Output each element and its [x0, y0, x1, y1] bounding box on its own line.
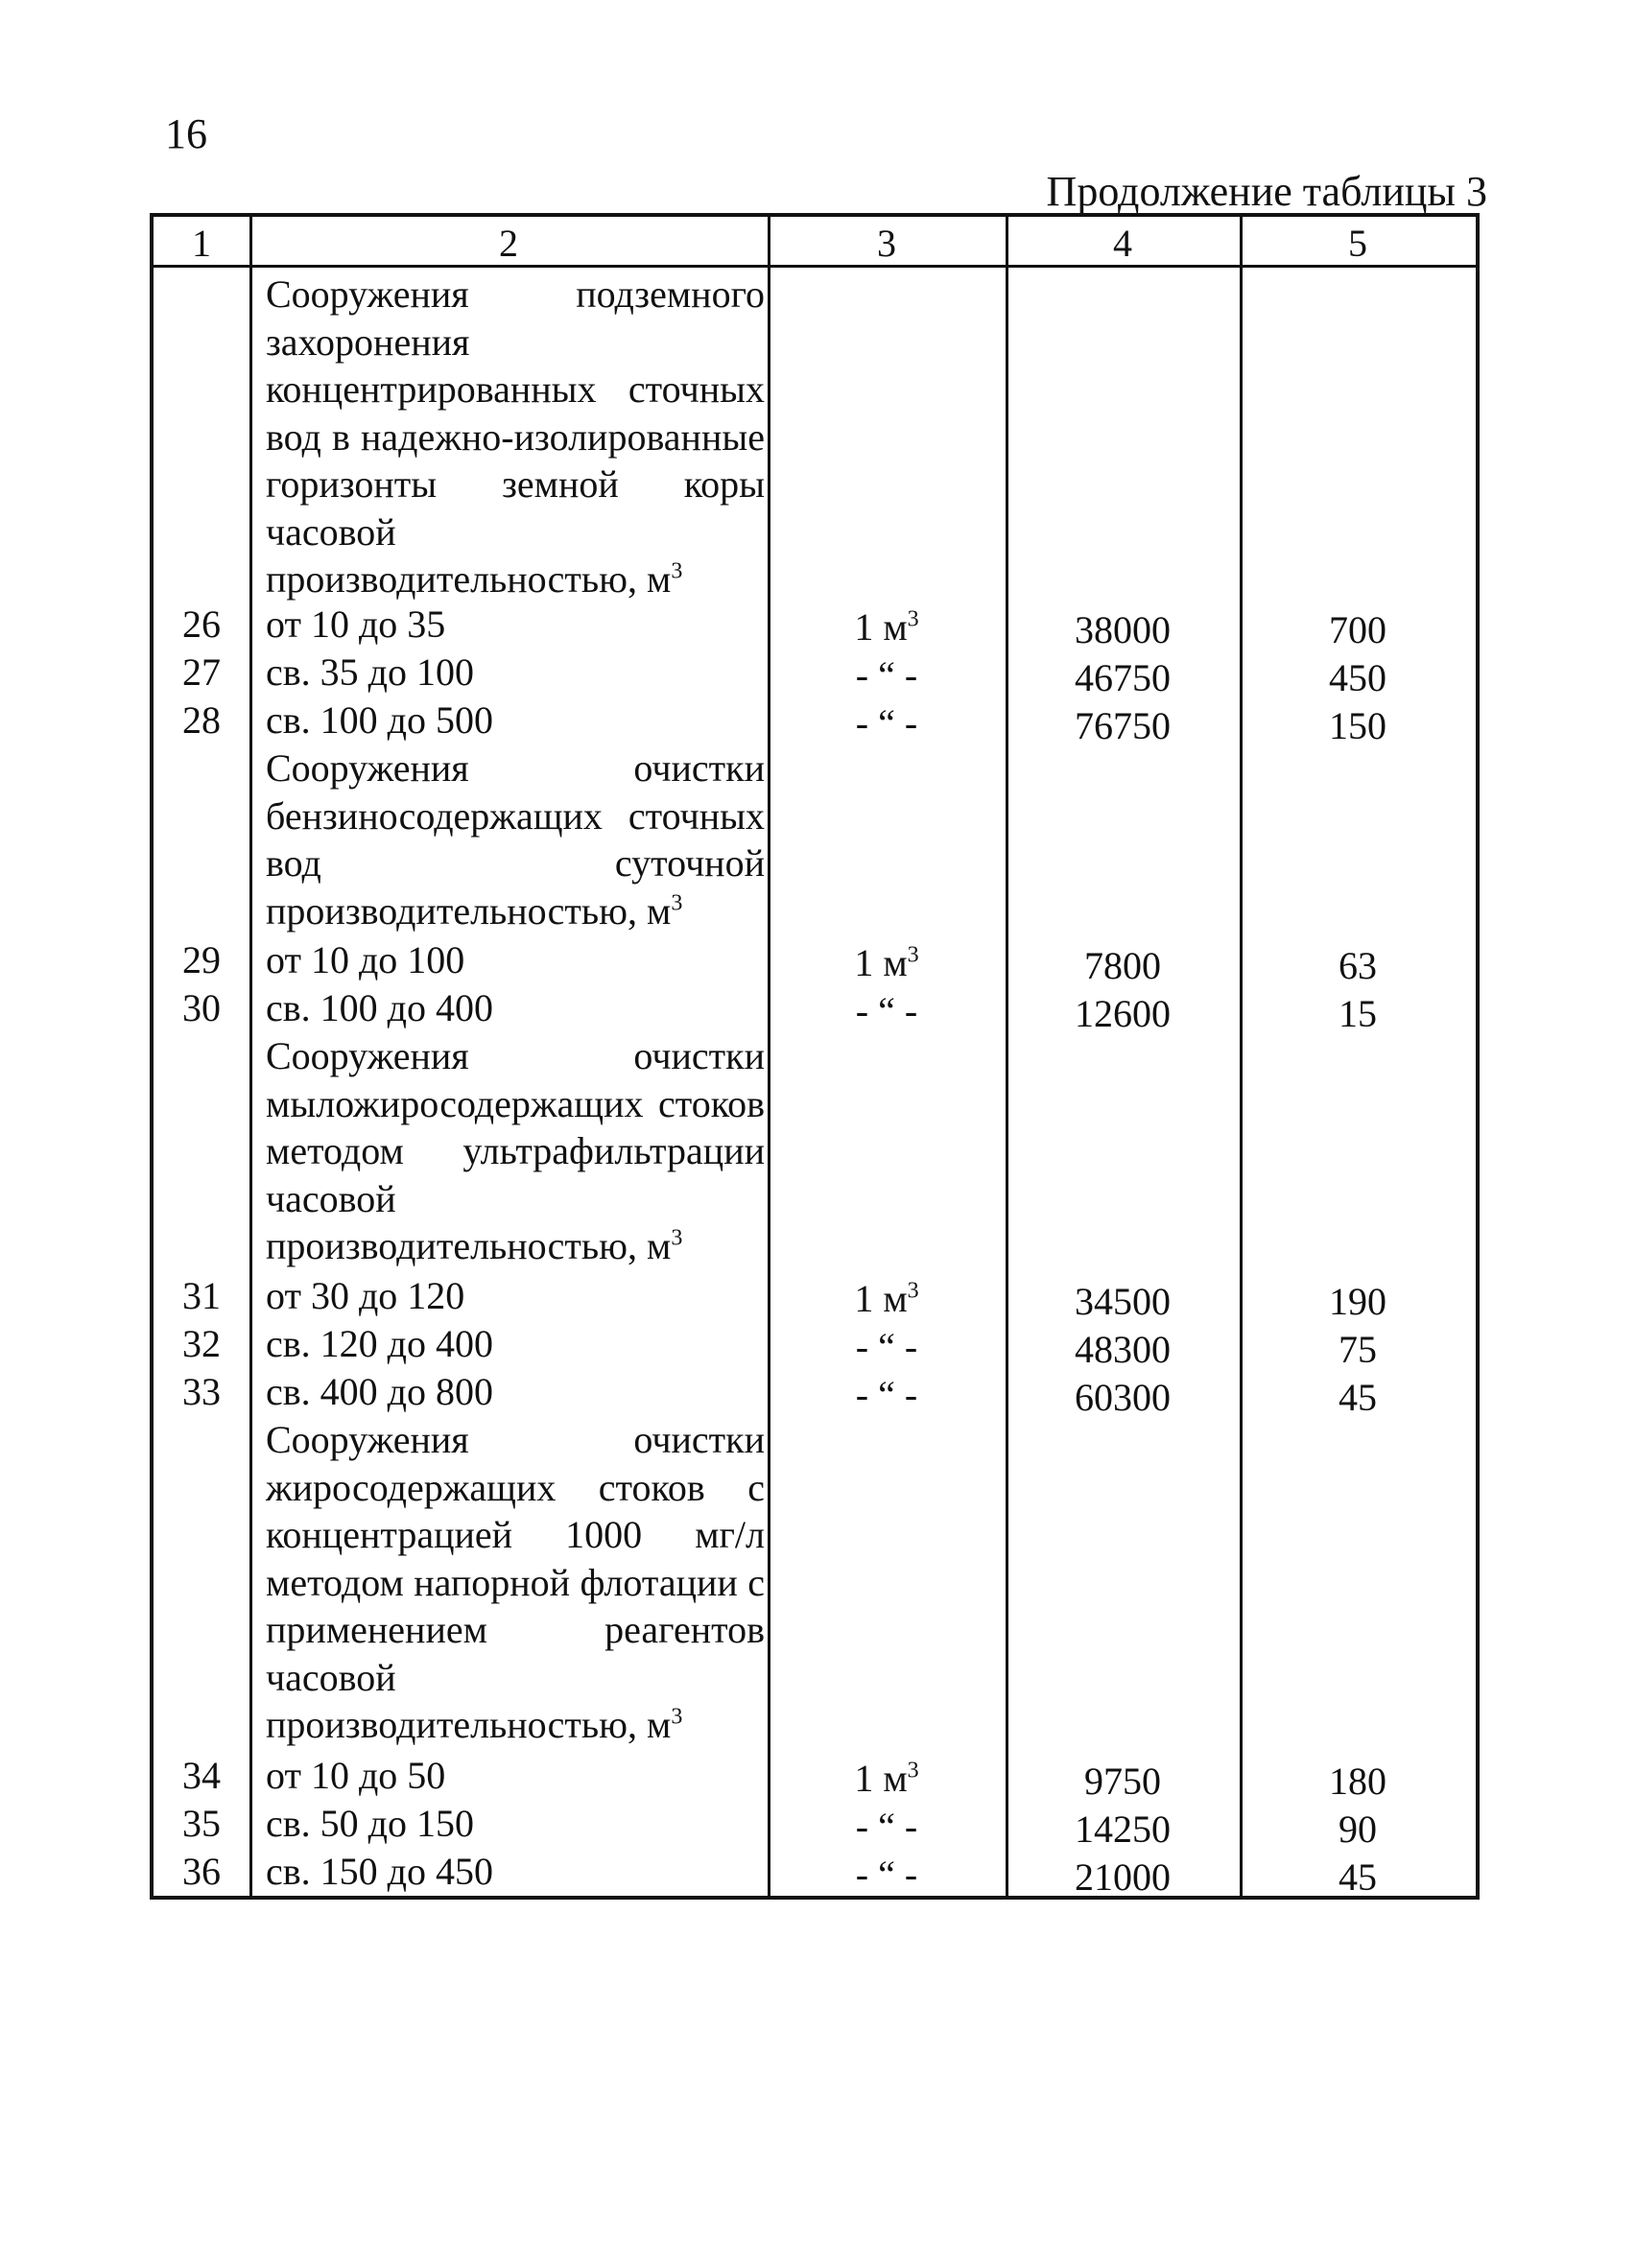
- row-name: св. 100 до 500: [266, 698, 493, 742]
- row-value-col4: 14250: [1075, 1807, 1171, 1851]
- row-value-col4: 60300: [1075, 1376, 1171, 1419]
- row-name: от 10 до 50: [266, 1754, 446, 1797]
- row-unit: 1 $м^3$: [854, 605, 919, 649]
- row-number: 34: [182, 1754, 221, 1797]
- row-number: 29: [182, 938, 221, 981]
- row-name: св. 120 до 400: [266, 1322, 493, 1365]
- row-value-col5: 180: [1329, 1760, 1386, 1803]
- data-table: [150, 213, 1480, 1900]
- row-name: св. 150 до 450: [266, 1850, 493, 1893]
- row-unit: - “ -: [855, 653, 918, 697]
- row-unit: - “ -: [855, 989, 918, 1032]
- header-separator: [154, 265, 1476, 268]
- row-number: 30: [182, 986, 221, 1029]
- column-header-1: 1: [192, 222, 211, 265]
- column-divider: [1240, 217, 1243, 1896]
- page-number: 16: [165, 110, 207, 157]
- column-divider: [1006, 217, 1008, 1896]
- row-unit: - “ -: [855, 1805, 918, 1848]
- row-number: 31: [182, 1274, 221, 1317]
- row-name: от 10 до 100: [266, 938, 465, 981]
- column-header-4: 4: [1113, 222, 1132, 265]
- column-divider: [768, 217, 770, 1896]
- row-number: 27: [182, 650, 221, 694]
- column-header-3: 3: [877, 222, 896, 265]
- column-divider: [249, 217, 252, 1896]
- row-value-col5: 45: [1339, 1855, 1377, 1899]
- row-unit: 1 $м^3$: [854, 941, 919, 984]
- row-unit: - “ -: [855, 1373, 918, 1416]
- row-value-col5: 700: [1329, 608, 1386, 651]
- row-value-col5: 15: [1339, 992, 1377, 1035]
- row-value-col4: 12600: [1075, 992, 1171, 1035]
- row-unit: - “ -: [855, 1853, 918, 1896]
- row-unit: 1 $м^3$: [854, 1277, 919, 1320]
- row-value-col4: 38000: [1075, 608, 1171, 651]
- row-value-col4: 76750: [1075, 704, 1171, 747]
- row-value-col5: 75: [1339, 1328, 1377, 1371]
- row-number: 35: [182, 1802, 221, 1845]
- row-name: св. 50 до 150: [266, 1802, 474, 1845]
- row-value-col4: 21000: [1075, 1855, 1171, 1899]
- group-description: Сооружения очистки бензиносодержащих сточных вод суточной производительностью, $м^3$: [266, 746, 765, 933]
- row-value-col5: 45: [1339, 1376, 1377, 1419]
- row-name: св. 100 до 400: [266, 986, 493, 1029]
- group-description: Сооружения очистки мыложиросодержащих стоков методом ультрафильтрации часовой производительностью, $м^3$: [266, 1034, 765, 1267]
- row-value-col5: 150: [1329, 704, 1386, 747]
- row-value-col4: 48300: [1075, 1328, 1171, 1371]
- row-unit: - “ -: [855, 701, 918, 744]
- row-name: св. 35 до 100: [266, 650, 474, 694]
- row-unit: 1 $м^3$: [854, 1757, 919, 1800]
- row-value-col5: 190: [1329, 1280, 1386, 1323]
- row-value-col4: 46750: [1075, 656, 1171, 699]
- row-number: 36: [182, 1850, 221, 1893]
- table-caption: Продолжение таблицы 3: [1046, 168, 1487, 215]
- row-unit: - “ -: [855, 1325, 918, 1368]
- row-name: св. 400 до 800: [266, 1370, 493, 1413]
- row-number: 33: [182, 1370, 221, 1413]
- row-value-col5: 63: [1339, 944, 1377, 987]
- row-number: 32: [182, 1322, 221, 1365]
- row-value-col5: 450: [1329, 656, 1386, 699]
- row-number: 28: [182, 698, 221, 742]
- row-number: 26: [182, 602, 221, 646]
- row-value-col4: 34500: [1075, 1280, 1171, 1323]
- row-value-col4: 9750: [1084, 1760, 1161, 1803]
- group-description: Сооружения подземного захоронения концентрированных сточных вод в надежно-изолированные горизонты земной коры часовой производительностью, $м^3$: [266, 272, 765, 601]
- row-name: от 10 до 35: [266, 602, 446, 646]
- row-value-col4: 7800: [1084, 944, 1161, 987]
- row-name: от 30 до 120: [266, 1274, 465, 1317]
- column-header-2: 2: [499, 222, 518, 265]
- column-header-5: 5: [1348, 222, 1367, 265]
- group-description: Сооружения очистки жиросодержащих стоков с концентрацией 1000 мг/л методом напорной флотации с применением реагентов часовой производительностью, $м^3$: [266, 1418, 765, 1746]
- row-value-col5: 90: [1339, 1807, 1377, 1851]
